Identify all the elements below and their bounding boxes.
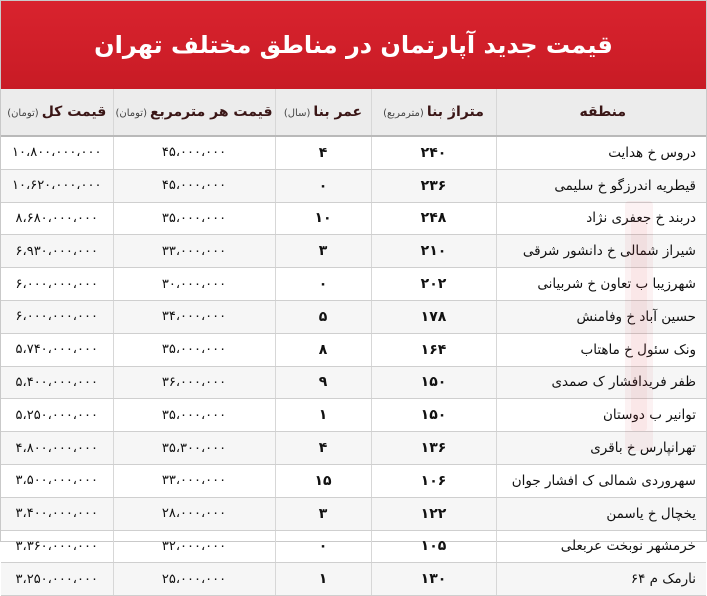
cell-total-price: ۱۰،۶۲۰،۰۰۰،۰۰۰ (1, 169, 113, 202)
table-row (1, 268, 706, 301)
table-row (1, 563, 706, 596)
cell-total-price: ۵،۲۵۰،۰۰۰،۰۰۰ (1, 399, 113, 432)
cell-age: ۸ (275, 333, 371, 366)
cell-age: ۴ (275, 136, 371, 169)
cell-price-per-m2: ۲۸،۰۰۰،۰۰۰ (113, 497, 275, 530)
cell-price-per-m2: ۳۳،۰۰۰،۰۰۰ (113, 235, 275, 268)
header-age: عمر بنا(سال) (275, 89, 371, 136)
cell-age: ۱ (275, 399, 371, 432)
cell-price-per-m2: ۳۵،۰۰۰،۰۰۰ (113, 399, 275, 432)
price-table (1, 89, 706, 596)
cell-area: ۱۰۵ (371, 530, 496, 563)
cell-area: ۱۳۰ (371, 563, 496, 596)
cell-area: ۱۵۰ (371, 399, 496, 432)
table-row (1, 497, 706, 530)
cell-region: یخچال خ یاسمن (496, 497, 706, 530)
table-body (1, 136, 706, 596)
cell-area: ۱۳۶ (371, 432, 496, 465)
cell-price-per-m2: ۳۵،۳۰۰،۰۰۰ (113, 432, 275, 465)
cell-price-per-m2: ۲۵،۰۰۰،۰۰۰ (113, 563, 275, 596)
cell-region: قیطریه اندرزگو خ سلیمی (496, 169, 706, 202)
cell-age: ۳ (275, 235, 371, 268)
cell-region: سهروردی شمالی ک افشار جوان (496, 464, 706, 497)
cell-price-per-m2: ۴۵،۰۰۰،۰۰۰ (113, 169, 275, 202)
header-price-per-m2: قیمت هر مترمربع(تومان) (113, 89, 275, 136)
cell-area: ۱۷۸ (371, 300, 496, 333)
cell-region: شهرزیبا ب تعاون خ شربیانی (496, 268, 706, 301)
cell-region: توانیر ب دوستان (496, 399, 706, 432)
cell-age: ۹ (275, 366, 371, 399)
cell-price-per-m2: ۳۵،۰۰۰،۰۰۰ (113, 333, 275, 366)
cell-area: ۲۴۰ (371, 136, 496, 169)
title-bar (1, 1, 706, 89)
table-row (1, 235, 706, 268)
cell-total-price: ۳،۵۰۰،۰۰۰،۰۰۰ (1, 464, 113, 497)
cell-age: ۱۰ (275, 202, 371, 235)
cell-age: ۵ (275, 300, 371, 333)
cell-age: ۰ (275, 268, 371, 301)
cell-price-per-m2: ۳۵،۰۰۰،۰۰۰ (113, 202, 275, 235)
header-region: منطقه (496, 89, 706, 136)
cell-total-price: ۱۰،۸۰۰،۰۰۰،۰۰۰ (1, 136, 113, 169)
cell-region: شیراز شمالی خ دانشور شرقی (496, 235, 706, 268)
cell-price-per-m2: ۳۳،۰۰۰،۰۰۰ (113, 464, 275, 497)
cell-total-price: ۳،۳۶۰،۰۰۰،۰۰۰ (1, 530, 113, 563)
cell-age: ۱ (275, 563, 371, 596)
table-header-row (1, 89, 706, 136)
cell-area: ۱۶۴ (371, 333, 496, 366)
table-row (1, 432, 706, 465)
page-title: قیمت جدید آپارتمان در مناطق مختلف تهران (94, 31, 613, 59)
cell-region: ظفر فریدافشار ک صمدی (496, 366, 706, 399)
header-area: متراژ بنا(مترمربع) (371, 89, 496, 136)
cell-area: ۱۲۲ (371, 497, 496, 530)
cell-total-price: ۸،۶۸۰،۰۰۰،۰۰۰ (1, 202, 113, 235)
table-row (1, 202, 706, 235)
table-row (1, 300, 706, 333)
cell-area: ۱۵۰ (371, 366, 496, 399)
cell-region: خرمشهر نوبخت عربعلی (496, 530, 706, 563)
cell-region: دروس خ هدایت (496, 136, 706, 169)
cell-price-per-m2: ۳۲،۰۰۰،۰۰۰ (113, 530, 275, 563)
cell-total-price: ۵،۴۰۰،۰۰۰،۰۰۰ (1, 366, 113, 399)
cell-total-price: ۶،۰۰۰،۰۰۰،۰۰۰ (1, 268, 113, 301)
cell-age: ۰ (275, 530, 371, 563)
cell-area: ۲۳۶ (371, 169, 496, 202)
table-row (1, 399, 706, 432)
cell-age: ۴ (275, 432, 371, 465)
cell-region: دربند خ جعفری نژاد (496, 202, 706, 235)
cell-region: نارمک م ۶۴ (496, 563, 706, 596)
table-row (1, 530, 706, 563)
cell-total-price: ۶،۰۰۰،۰۰۰،۰۰۰ (1, 300, 113, 333)
cell-total-price: ۵،۷۴۰،۰۰۰،۰۰۰ (1, 333, 113, 366)
cell-region: حسین آباد خ وفامنش (496, 300, 706, 333)
cell-total-price: ۶،۹۳۰،۰۰۰،۰۰۰ (1, 235, 113, 268)
table-row (1, 464, 706, 497)
cell-price-per-m2: ۴۵،۰۰۰،۰۰۰ (113, 136, 275, 169)
cell-age: ۰ (275, 169, 371, 202)
cell-area: ۱۰۶ (371, 464, 496, 497)
cell-total-price: ۴،۸۰۰،۰۰۰،۰۰۰ (1, 432, 113, 465)
cell-total-price: ۳،۴۰۰،۰۰۰،۰۰۰ (1, 497, 113, 530)
cell-area: ۲۰۲ (371, 268, 496, 301)
table-row (1, 136, 706, 169)
cell-price-per-m2: ۳۴،۰۰۰،۰۰۰ (113, 300, 275, 333)
cell-price-per-m2: ۳۶،۰۰۰،۰۰۰ (113, 366, 275, 399)
cell-price-per-m2: ۳۰،۰۰۰،۰۰۰ (113, 268, 275, 301)
cell-total-price: ۳،۲۵۰،۰۰۰،۰۰۰ (1, 563, 113, 596)
table-row (1, 366, 706, 399)
table-row (1, 333, 706, 366)
cell-region: ونک سئول خ ماهتاب (496, 333, 706, 366)
cell-region: تهرانپارس خ باقری (496, 432, 706, 465)
header-total-price: قیمت کل(تومان) (1, 89, 113, 136)
cell-area: ۲۴۸ (371, 202, 496, 235)
cell-area: ۲۱۰ (371, 235, 496, 268)
cell-age: ۳ (275, 497, 371, 530)
table-row (1, 169, 706, 202)
cell-age: ۱۵ (275, 464, 371, 497)
